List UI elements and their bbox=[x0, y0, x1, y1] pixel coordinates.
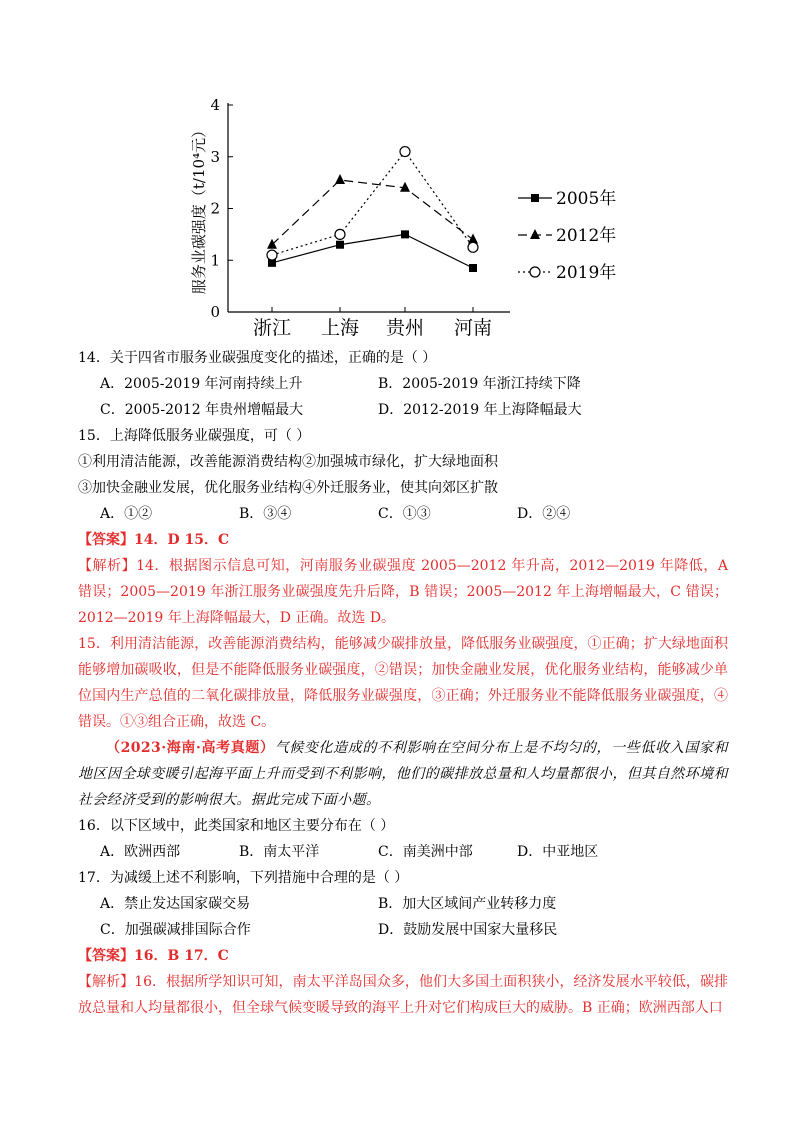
data-point-square bbox=[531, 194, 539, 202]
q16-option-a: A．欧洲西部 bbox=[100, 844, 181, 860]
data-point-triangle bbox=[267, 239, 277, 249]
data-point-circle bbox=[530, 267, 540, 277]
passage-source: （2023·海南·高考真题） bbox=[106, 740, 275, 756]
q17-option-c: C．加强碳减排国际合作 bbox=[100, 922, 251, 938]
q16-option-c: C．南美洲中部 bbox=[378, 844, 473, 860]
passage-text: 气候变化造成的不利影响在空间分布上是不均匀的，一些低收入国家和地区因全球变暖引起海平面上升而受到不利影响，他们的碳排放总量和人均量都很小，但其自然环境和社会经济受到的影响很大。据此完成下面小题。 bbox=[78, 740, 728, 808]
data-point-circle bbox=[400, 147, 410, 157]
q14-option-c: C．2005-2012 年贵州增幅最大 bbox=[100, 402, 304, 418]
data-point-square bbox=[401, 230, 409, 238]
q14-option-b: B．2005-2019 年浙江持续下降 bbox=[378, 376, 581, 392]
data-point-triangle bbox=[335, 174, 345, 184]
data-point-circle bbox=[468, 242, 478, 252]
q15-option-d: D．②④ bbox=[517, 506, 571, 522]
answer-16-17: 【答案】16．B 17．C bbox=[78, 948, 229, 964]
x-tick-label: 浙江 bbox=[252, 317, 292, 339]
data-point-circle bbox=[267, 250, 277, 260]
data-point-triangle bbox=[530, 229, 540, 239]
q14-options-row2 bbox=[78, 397, 728, 423]
q17-option-d: D．鼓励发展中国家大量移民 bbox=[378, 922, 558, 938]
x-tick-label: 上海 bbox=[320, 317, 360, 339]
q16-option-d: D．中亚地区 bbox=[517, 844, 599, 860]
x-tick-label: 河南 bbox=[453, 317, 493, 339]
q17-stem: 17．为减缓上述不利影响，下列措施中合理的是（ ） bbox=[78, 870, 409, 886]
legend-label: 2005年 bbox=[556, 189, 617, 209]
q17-option-a: A．禁止发达国家碳交易 bbox=[100, 896, 251, 912]
q14-stem: 14．关于四省市服务业碳强度变化的描述，正确的是（ ） bbox=[78, 350, 437, 366]
data-point-square bbox=[469, 264, 477, 272]
series-line-2012年 bbox=[272, 180, 473, 245]
q16-options bbox=[78, 839, 728, 865]
y-tick-label: 3 bbox=[210, 147, 220, 166]
data-point-square bbox=[336, 241, 344, 249]
q14-option-a: A．2005-2019 年河南持续上升 bbox=[100, 376, 303, 392]
q14-option-d: D．2012-2019 年上海降幅最大 bbox=[378, 402, 582, 418]
q17-options-row2 bbox=[78, 917, 728, 943]
answer-14-15: 【答案】14．D 15．C bbox=[78, 532, 230, 548]
q15-option-c: C．①③ bbox=[378, 506, 431, 522]
passage-2023-hainan bbox=[78, 735, 728, 813]
legend-label: 2012年 bbox=[556, 226, 617, 246]
q17-options-row1 bbox=[78, 891, 728, 917]
y-axis-label: 服务业碳强度（t/10⁴元） bbox=[190, 122, 208, 295]
q15-item-line2: ③加快金融业发展，优化服务业结构④外迁服务业，使其向郊区扩散 bbox=[78, 480, 498, 496]
q17-option-b: B．加大区域间产业转移力度 bbox=[378, 896, 557, 912]
y-tick-label: 4 bbox=[210, 96, 220, 114]
analysis-16: 【解析】16．根据所学知识可知，南太平洋岛国众多，他们大多国土面积狭小，经济发展水平较低，碳排放总量和人均量都很小，但全球气候变暖导致的海平上升对它们构成巨大的威胁。B 正确；欧洲西部人口 bbox=[78, 974, 728, 1016]
q16-stem: 16．以下区域中，此类国家和地区主要分布在（ ） bbox=[78, 818, 395, 834]
x-tick-label: 贵州 bbox=[385, 317, 425, 339]
analysis-14: 【解析】14．根据图示信息可知，河南服务业碳强度 2005—2012 年升高，2012—2019 年降低，A 错误；2005—2019 年浙江服务业碳强度先升后降，B 错误；2005—2012 年上海增幅最大，C 错误；2012—2019 年上海降幅最大，D 正确。故选 D。 bbox=[78, 558, 728, 626]
y-tick-label: 2 bbox=[210, 199, 220, 218]
legend-label: 2019年 bbox=[556, 263, 617, 283]
analysis-15: 15．利用清洁能源，改善能源消费结构，能够减少碳排放量，降低服务业碳强度，①正确；扩大绿地面积能够增加碳吸收，但是不能降低服务业碳强度，②错误；加快金融业发展，优化服务业结构，能够减少单位国内生产总值的二氧化碳排放量，降低服务业碳强度，③正确；外迁服务业不能降低服务业碳强度，④错误。①③组合正确，故选 C。 bbox=[78, 636, 728, 730]
q15-option-b: B．③④ bbox=[239, 506, 292, 522]
q16-option-b: B．南太平洋 bbox=[239, 844, 320, 860]
q15-stem: 15．上海降低服务业碳强度，可（ ） bbox=[78, 428, 311, 444]
y-tick-label: 1 bbox=[210, 251, 220, 270]
q14-options-row1 bbox=[78, 371, 728, 397]
data-point-circle bbox=[335, 229, 345, 239]
q15-options bbox=[78, 501, 728, 527]
carbon-intensity-line-chart bbox=[180, 95, 650, 345]
q15-option-a: A．①② bbox=[100, 506, 153, 522]
y-tick-label: 0 bbox=[210, 303, 220, 321]
question-content bbox=[78, 345, 728, 1021]
series-line-2005年 bbox=[272, 234, 473, 268]
q15-item-line1: ①利用清洁能源，改善能源消费结构②加强城市绿化，扩大绿地面积 bbox=[78, 454, 498, 470]
